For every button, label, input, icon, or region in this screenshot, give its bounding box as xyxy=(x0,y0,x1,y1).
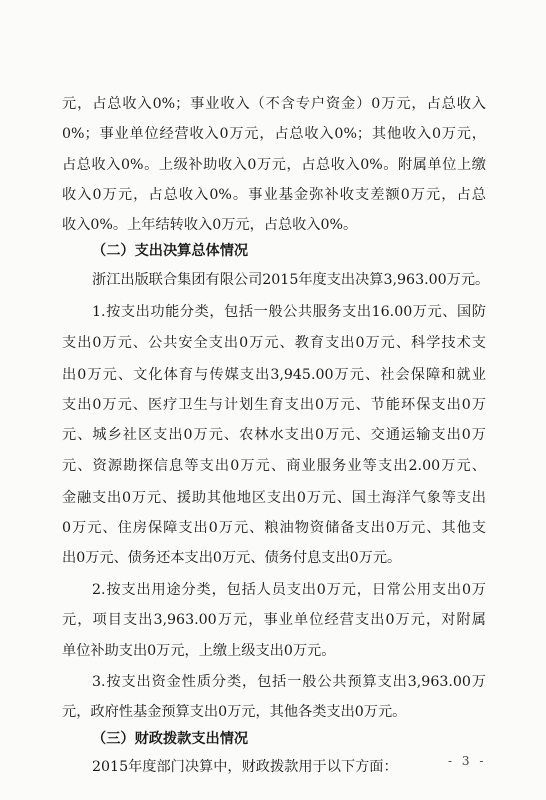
body-text-line: 元，政府性基金预算支出0万元，其他各类支出0万元。 xyxy=(62,704,407,720)
body-text-line: 2015年度部门决算中，财政拨款用于以下方面： xyxy=(92,759,398,775)
page-number: - 3 - xyxy=(448,754,487,768)
body-text-line: 出0万元、文化体育与传媒支出3,945.00万元、社会保障和就业 xyxy=(62,367,486,383)
body-text-line: 收入0万元，占总收入0%。事业基金弥补收支差额0万元，占总 xyxy=(62,187,486,203)
section-heading-expenditure-overview: （二）支出决算总体情况 xyxy=(92,243,249,259)
body-text-line: 浙江出版联合集团有限公司2015年度支出决算3,963.00万元。 xyxy=(92,272,490,288)
body-text-line: 金融支出0万元、援助其他地区支出0万元、国土海洋气象等支出 xyxy=(62,490,486,506)
section-heading-fiscal-appropriation: （三）财政拨款支出情况 xyxy=(92,731,249,747)
body-text-line: 出0万元、债务还本支出0万元、债务付息支出0万元。 xyxy=(62,550,402,566)
body-text-line: 3.按支出资金性质分类，包括一般公共预算支出3,963.00万 xyxy=(92,674,486,690)
body-text-line: 0%；事业单位经营收入0万元，占总收入0%；其他收入0万元， xyxy=(62,126,486,142)
body-text-line: 2.按支出用途分类，包括人员支出0万元，日常公用支出0万 xyxy=(92,582,486,598)
body-text-line: 元，项目支出3,963.00万元，事业单位经营支出0万元，对附属 xyxy=(62,612,486,628)
body-text-line: 元、城乡社区支出0万元、农林水支出0万元、交通运输支出0万 xyxy=(62,427,486,443)
body-text-line: 1.按支出功能分类，包括一般公共服务支出16.00万元、国防 xyxy=(92,304,486,320)
body-text-line: 占总收入0%。上级补助收入0万元，占总收入0%。附属单位上缴 xyxy=(62,157,486,173)
body-text-line: 0万元、住房保障支出0万元、粮油物资储备支出0万元、其他支 xyxy=(62,520,486,536)
body-text-line: 元、资源勘探信息等支出0万元、商业服务业等支出2.00万元、 xyxy=(62,458,486,474)
body-text-line: 支出0万元、公共安全支出0万元、教育支出0万元、科学技术支 xyxy=(62,335,486,351)
body-text-line: 支出0万元、医疗卫生与计划生育支出0万元、节能环保支出0万 xyxy=(62,397,486,413)
body-text-line: 单位补助支出0万元，上缴上级支出0万元。 xyxy=(62,643,336,659)
body-text-line: 收入0%。上年结转收入0万元，占总收入0%。 xyxy=(62,217,358,233)
body-text-line: 元，占总收入0%；事业收入（不含专户资金）0万元，占总收入 xyxy=(62,96,486,112)
